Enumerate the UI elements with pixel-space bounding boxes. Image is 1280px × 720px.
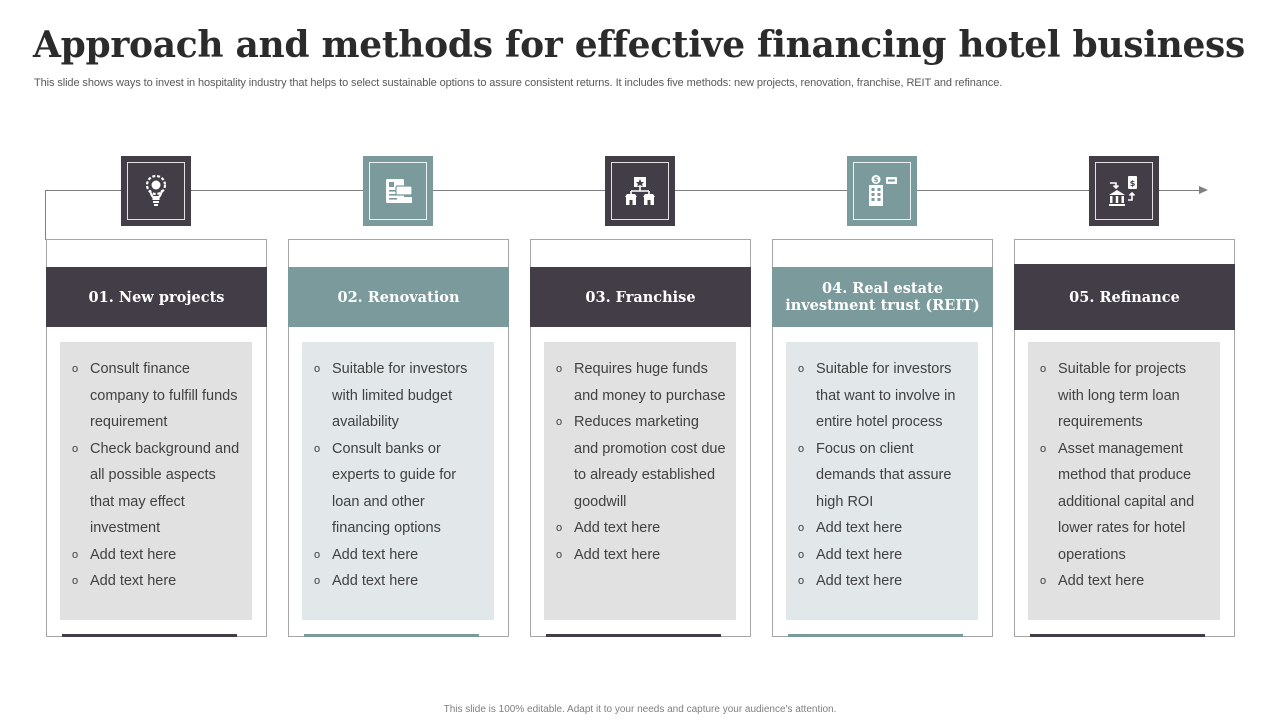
bullet-item <box>312 542 484 569</box>
bullet-item <box>554 409 726 515</box>
bullet-marker-icon: o <box>798 363 805 375</box>
bullet-list <box>554 356 726 568</box>
bullet-marker-icon: o <box>314 442 321 455</box>
card-heading: 03. Franchise <box>530 267 751 327</box>
bullet-text: Consult finance company to fulfill funds requirement <box>90 361 238 430</box>
card-body <box>544 342 736 620</box>
lightbulb-gear-icon-box <box>121 156 191 226</box>
documents-icon <box>380 173 416 209</box>
bullet-item <box>554 356 726 409</box>
bullet-item <box>312 436 484 542</box>
bullet-text: Suitable for investors with limited budget availability <box>332 361 468 430</box>
card-body <box>786 342 978 620</box>
slide-title: Approach and methods for effective financing hotel business <box>33 24 1245 66</box>
bullet-marker-icon: o <box>314 548 321 561</box>
card-base-bar <box>788 634 963 637</box>
bullet-item <box>554 542 726 569</box>
bullet-text: Check background and all possible aspects that may effect investment <box>90 440 240 536</box>
bullet-marker-icon: o <box>556 363 563 375</box>
franchise-store-icon <box>622 173 658 209</box>
bullet-text: Add text here <box>90 546 177 563</box>
bullet-text: Asset management method that produce additional capital and lower rates for hotel operations <box>1058 440 1195 563</box>
franchise-store-icon-box <box>605 156 675 226</box>
bullet-marker-icon: o <box>1040 363 1047 375</box>
bullet-marker-icon: o <box>314 575 321 587</box>
timeline-arrow-icon <box>1199 186 1208 194</box>
bullet-marker-icon: o <box>556 522 563 534</box>
method-card-refinance <box>1014 239 1235 637</box>
bullet-marker-icon: o <box>1040 442 1047 455</box>
bullet-text: Add text here <box>816 520 903 536</box>
bullet-marker-icon: o <box>72 548 79 561</box>
bullet-marker-icon: o <box>72 442 79 455</box>
card-heading: 02. Renovation <box>288 267 509 327</box>
method-card-reit <box>772 239 993 637</box>
bullet-item <box>70 436 242 542</box>
card-base-bar <box>546 634 721 637</box>
bullet-text: Focus on client demands that assure high ROI <box>816 440 952 510</box>
bullet-item <box>796 436 968 516</box>
bullet-item <box>312 568 484 595</box>
card-body <box>302 342 494 620</box>
bullet-text: Add text here <box>574 520 661 536</box>
slide-subtitle: This slide shows ways to invest in hospitality industry that helps to select sustainable options to assure consistent returns. It includes five methods: new projects, renovation, franchise, REIT and refinance. <box>34 77 1003 89</box>
bullet-text: Add text here <box>816 546 903 563</box>
card-body <box>60 342 252 620</box>
bullet-marker-icon: o <box>798 522 805 534</box>
bank-exchange-icon-box <box>1089 156 1159 226</box>
bullet-item <box>1038 436 1210 569</box>
bullet-text: Add text here <box>332 546 419 563</box>
bank-exchange-icon <box>1106 173 1142 209</box>
card-heading: 01. New projects <box>46 267 267 327</box>
bullet-item <box>70 568 242 595</box>
bullet-marker-icon: o <box>314 363 321 375</box>
bullet-item <box>796 356 968 436</box>
bullet-item <box>796 515 968 542</box>
bullet-text: Add text here <box>90 573 177 589</box>
bullet-marker-icon: o <box>798 575 805 587</box>
bullet-text: Consult banks or experts to guide for loan and other financing options <box>332 440 457 536</box>
bullet-text: Suitable for investors that want to involve in entire hotel process <box>816 361 956 430</box>
bullet-text: Add text here <box>816 573 903 589</box>
building-dollar-icon-box <box>847 156 917 226</box>
bullet-list <box>1038 356 1210 595</box>
svg-text:$: $ <box>873 176 879 184</box>
bullet-text: Add text here <box>574 546 661 563</box>
card-base-bar <box>1030 634 1205 637</box>
lightbulb-gear-icon <box>138 173 174 209</box>
bullet-text: Suitable for projects with long term loan requirements <box>1058 361 1187 430</box>
bullet-text: Add text here <box>1058 573 1145 589</box>
method-card-franchise <box>530 239 751 637</box>
bullet-marker-icon: o <box>72 363 79 375</box>
card-base-bar <box>62 634 237 637</box>
bullet-item <box>796 568 968 595</box>
bullet-text: Add text here <box>332 573 419 589</box>
bullet-item <box>1038 568 1210 595</box>
building-dollar-icon <box>864 173 900 209</box>
bullet-item <box>70 356 242 436</box>
bullet-item <box>312 356 484 436</box>
bullet-list <box>312 356 484 595</box>
card-base-bar <box>304 634 479 637</box>
bullet-item <box>1038 356 1210 436</box>
bullet-text: Reduces marketing and promotion cost due to already established goodwill <box>574 414 726 510</box>
method-card-new-projects <box>46 239 267 637</box>
card-heading: 05. Refinance <box>1014 264 1235 330</box>
bullet-marker-icon: o <box>798 442 805 455</box>
method-card-renovation <box>288 239 509 637</box>
bullet-item <box>554 515 726 542</box>
bullet-marker-icon: o <box>1040 575 1047 587</box>
bullet-list <box>70 356 242 595</box>
bullet-marker-icon: o <box>556 548 563 561</box>
bullet-item <box>796 542 968 569</box>
bullet-item <box>70 542 242 569</box>
svg-text:$: $ <box>1129 179 1136 188</box>
card-body <box>1028 342 1220 620</box>
bullet-list <box>796 356 968 595</box>
timeline-connector <box>45 190 46 240</box>
slide-footer: This slide is 100% editable. Adapt it to your needs and capture your audience's attention. <box>443 704 837 715</box>
bullet-text: Requires huge funds and money to purchase <box>574 361 726 404</box>
bullet-marker-icon: o <box>798 548 805 561</box>
bullet-marker-icon: o <box>556 416 563 428</box>
card-heading: 04. Real estate investment trust (REIT) <box>772 267 993 327</box>
documents-icon-box <box>363 156 433 226</box>
bullet-marker-icon: o <box>72 575 79 587</box>
